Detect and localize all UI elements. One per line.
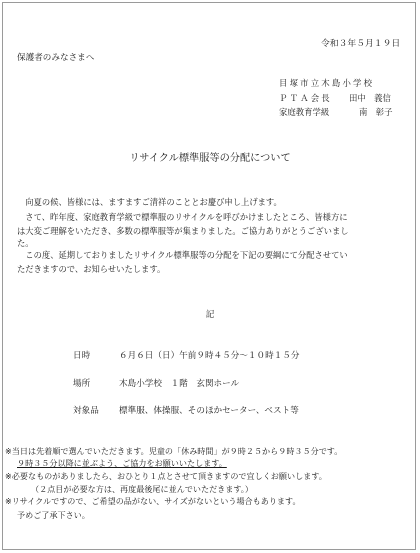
sender-pta-role: ＰＴＡ会長 (279, 93, 332, 103)
note-line: 予めご了承下さい。 (17, 510, 90, 520)
paragraph-thanks-line: さて、昨年度、家庭教育学級で標準服のリサイクルを呼びかけましたところ、皆様方に (17, 212, 348, 222)
detail-label-datetime: 日時 (73, 351, 91, 361)
sender-pta-name: 田中 義信 (349, 93, 391, 103)
paragraph-thanks-line: た。 (17, 238, 34, 248)
detail-value-datetime: ６月６日（日）午前９時４５分～１０時１５分 (119, 351, 300, 361)
paragraph-announcement-line: ただきますので、お知らせいたします。 (17, 264, 166, 274)
sender-home-education-role: 家庭教育学級 (279, 107, 330, 117)
letter-page (2, 2, 416, 550)
note-line: ※当日は先着順で選んでいただきます。児童の「休み時間」が９時２５から９時３５分です。 (5, 446, 343, 456)
detail-label-items: 対象品 (73, 406, 99, 416)
detail-label-place: 場所 (73, 379, 91, 389)
detail-value-items: 標準服、体操服、そのほかセーター、ベスト等 (119, 406, 299, 416)
sender-school: 目塚市立木島小学校 (279, 78, 375, 88)
addressee: 保護者のみなさまへ (17, 53, 95, 63)
note-line: ※必要なものがありましたら、おひとり１点とさせて頂きますので宜しくお願いします。 (5, 471, 327, 481)
note-line-underlined: ９時３５分以降に並ぶよう、ご協力をお願いいたします。 (17, 458, 227, 468)
letter-date: 令和３年５月１９日 (321, 39, 401, 49)
ki-heading: 記 (205, 310, 215, 320)
detail-value-place: 木島小学校 １階 玄関ホール (119, 379, 240, 389)
paragraph-announcement-line: この度、延期しておりましたリサイクル標準服等の分配を下記の要綱にて分配させてい (17, 250, 348, 260)
paragraph-greeting: 向夏の候、皆様には、ますますご清祥のこととお慶び申し上げます。 (17, 197, 282, 207)
note-line: （２点目が必要な方は、再度最後尾に並んでいただきます。） (31, 484, 253, 494)
sender-home-education-name: 南 彰子 (359, 107, 393, 117)
paragraph-thanks-line: は大変ご理解をいただき、多数の標準服等が集まりました。ご協力ありがとうございまし (17, 226, 349, 236)
note-line: ※リサイクルですので、ご希望の品がない、サイズがないという場合もあります。 (5, 496, 301, 506)
letter-title: リサイクル標準服等の分配について (129, 153, 291, 164)
